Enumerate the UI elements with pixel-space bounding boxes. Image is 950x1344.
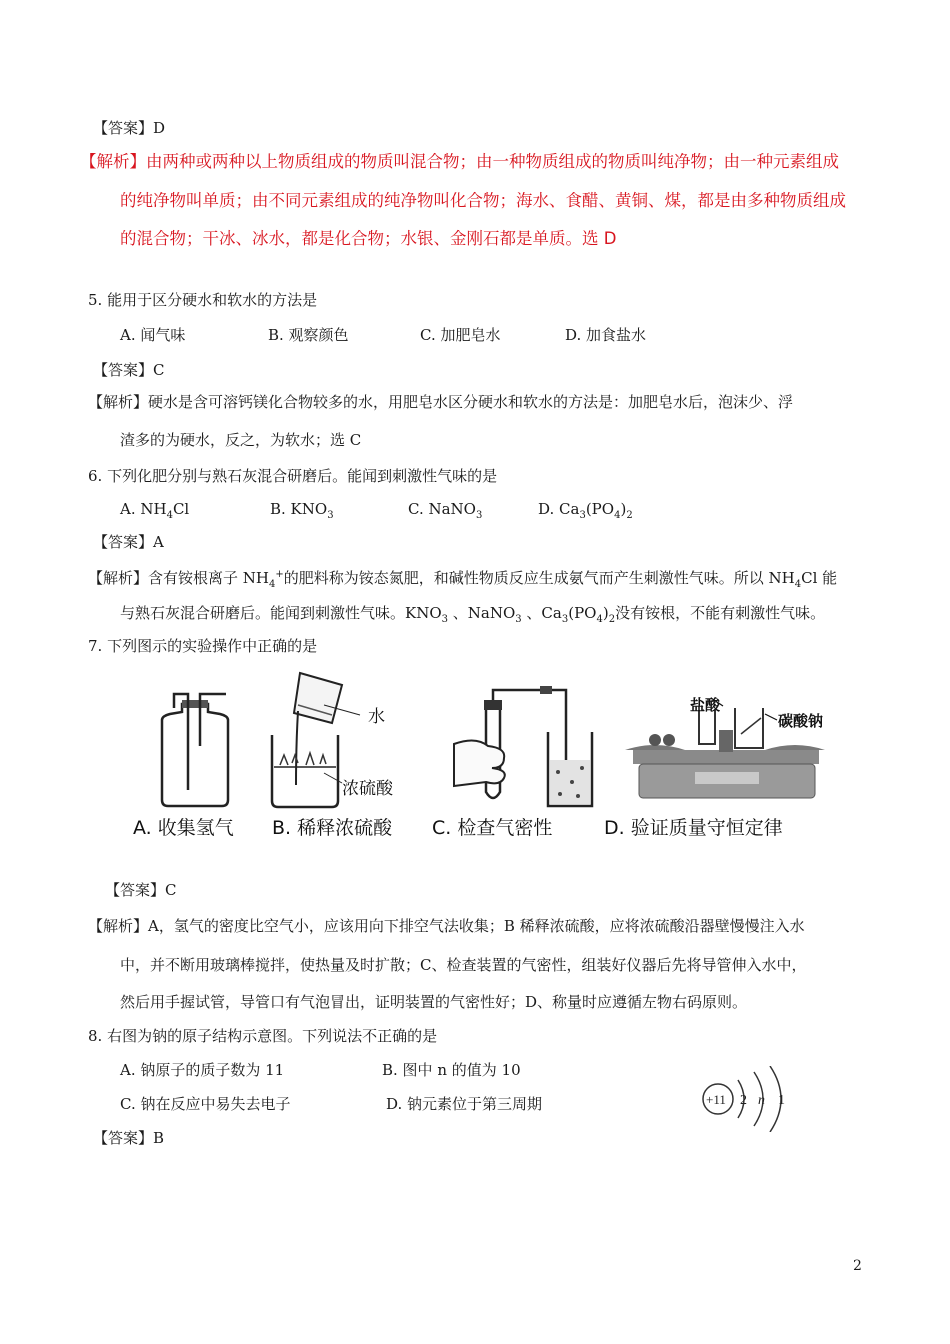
caption-d: D. 验证质量守恒定律	[604, 817, 783, 839]
q5-option-c: C. 加肥皂水	[420, 326, 501, 344]
caption-a: A. 收集氢气	[133, 817, 234, 839]
atom-shell-3-label: 1	[778, 1093, 785, 1108]
label-water: 水	[368, 707, 385, 727]
q6-option-b: B. $KNO_3$	[270, 500, 334, 521]
q6-option-c: C. NaNO$_3$	[408, 500, 483, 521]
q5-analysis-line-2: 渣多的为硬水，反之，为软水；选 C	[120, 431, 362, 449]
gas-collection-bottle-figure	[150, 690, 240, 810]
q4-answer: 【答案】D	[93, 119, 166, 137]
q8-option-a: A. 钠原子的质子数为 11	[120, 1061, 285, 1079]
q8-answer: 【答案】B	[93, 1129, 165, 1147]
q6-analysis-line-1: 【解析】含有铵根离子 $NH_4^+$的肥料称为铵态氮肥，和碱性物质反应生成氨气而产生刺激性气味。所以 $NH_4Cl$ 能	[88, 569, 838, 590]
q6-stem: 6. 下列化肥分别与熟石灰混合研磨后。能闻到刺激性气味的是	[88, 467, 498, 485]
balance-figure	[615, 690, 845, 810]
q8-option-d: D. 钠元素位于第三周期	[386, 1095, 543, 1113]
caption-c: C. 检查气密性	[432, 817, 553, 839]
q5-option-b: B. 观察颜色	[268, 326, 349, 344]
label-hydrochloric-acid: 盐酸	[690, 696, 721, 714]
q8-option-c: C. 钠在反应中易失去电子	[120, 1095, 291, 1113]
page-number: 2	[853, 1258, 862, 1274]
q7-analysis-line-2: 中，并不断用玻璃棒搅拌，使热量及时扩散；C、检查装置的气密性，组装好仪器后先将导管伸入水中，	[120, 956, 807, 974]
q5-answer: 【答案】C	[93, 361, 165, 379]
airtightness-check-figure	[448, 682, 598, 812]
atom-nucleus-label: +11	[706, 1092, 726, 1107]
q7-answer: 【答案】C	[105, 881, 177, 899]
caption-b: B. 稀释浓硫酸	[272, 817, 393, 839]
q7-analysis-line-3: 然后用手握试管，导管口有气泡冒出，证明装置的气密性好；D、称量时应遵循左物右码原则。	[120, 993, 748, 1011]
q5-option-d: D. 加食盐水	[565, 326, 647, 344]
q6-analysis-line-2: 与熟石灰混合研磨后。能闻到刺激性气味。$KNO_3$ 、NaNO$_3$ 、$Ca_3(PO_4)_2$没有铵根，不能有刺激性气味。	[120, 604, 826, 625]
q5-analysis-line-1: 【解析】硬水是含可溶钙镁化合物较多的水，用肥皂水区分硬水和软水的方法是：加肥皂水后，泡沫少、浮	[88, 393, 794, 411]
q6-answer: 【答案】A	[93, 533, 164, 551]
q8-stem: 8. 右图为钠的原子结构示意图。下列说法不正确的是	[88, 1027, 438, 1045]
q5-stem: 5. 能用于区分硬水和软水的方法是	[88, 291, 318, 309]
q7-stem: 7. 下列图示的实验操作中正确的是	[88, 637, 318, 655]
q7-analysis-line-1: 【解析】A，氢气的密度比空气小，应该用向下排空气法收集；B 稀释浓硫酸，应将浓硫酸沿器壁慢慢注入水	[88, 917, 805, 935]
atom-shell-2-label: n	[758, 1093, 765, 1108]
label-sodium-carbonate: 碳酸钠	[778, 712, 824, 730]
q4-analysis-line-2: 的纯净物叫单质；由不同元素组成的纯净物叫化合物；海水、食醋、黄铜、煤，都是由多种物质组成	[120, 191, 846, 210]
q5-option-a: A. 闻气味	[120, 326, 186, 344]
sodium-atom-diagram	[698, 1066, 808, 1132]
label-concentrated-acid: 浓硫酸	[342, 779, 393, 799]
atom-shell-1-label: 2	[740, 1093, 747, 1108]
q4-analysis-line-1: 【解析】由两种或两种以上物质组成的物质叫混合物；由一种物质组成的物质叫纯净物；由一种元素组成	[80, 152, 839, 171]
q6-option-a: A. $NH_4Cl$	[120, 500, 190, 521]
q4-analysis-line-3: 的混合物；干冰、冰水，都是化合物；水银、金刚石都是单质。选 D	[120, 229, 617, 248]
q8-option-b: B. 图中 n 的值为 10	[382, 1061, 521, 1079]
q6-option-d: D. $Ca_3(PO_4)_2$	[538, 500, 633, 521]
